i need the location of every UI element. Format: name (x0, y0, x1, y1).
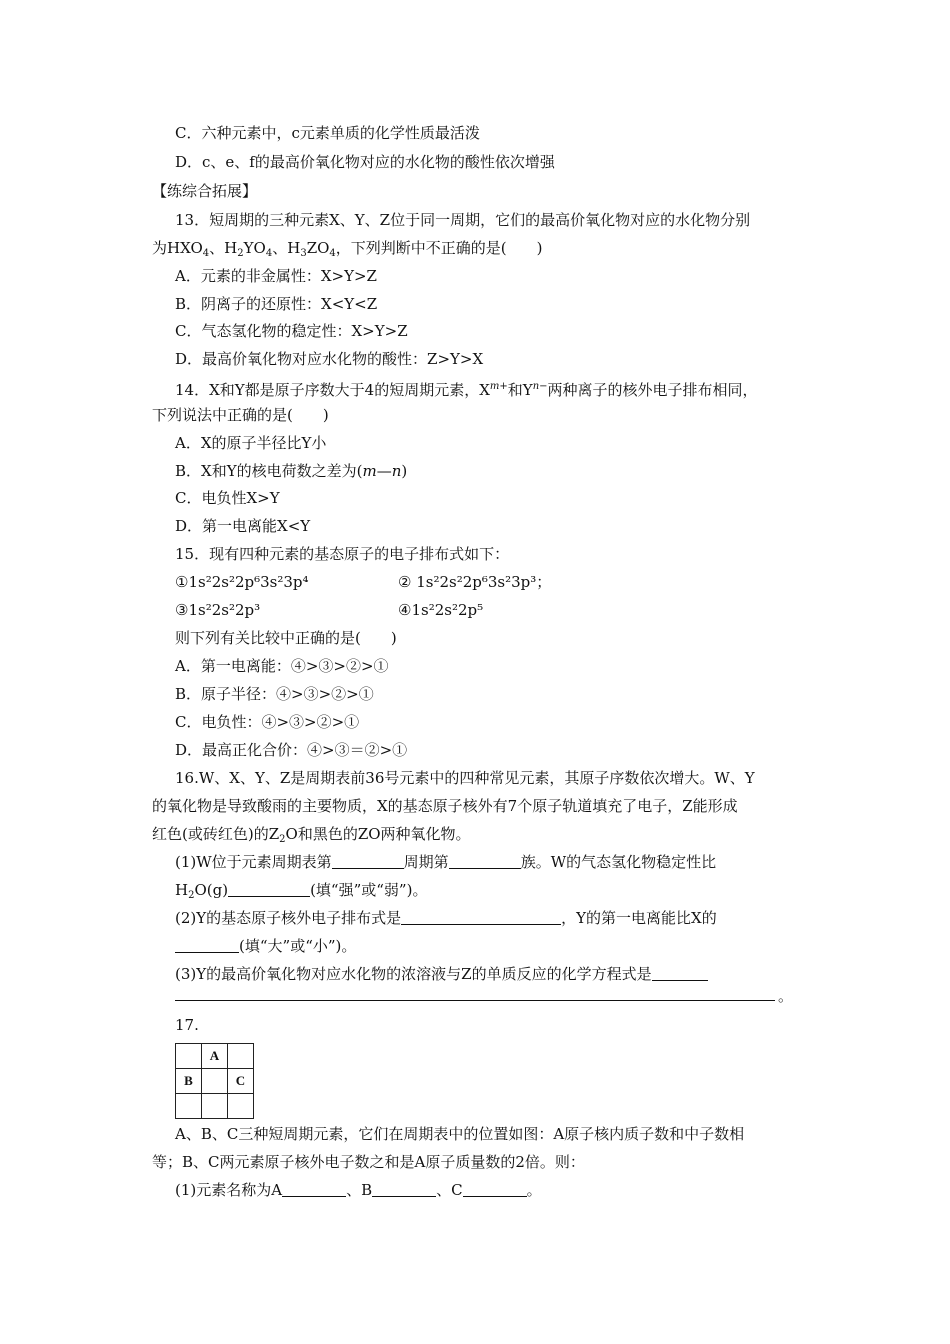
q15-stem: 15．现有四种元素的基态原子的电子排布式如下： (175, 545, 510, 563)
q16-stem-line1: 16.W、X、Y、Z是周期表前36号元素中的四种常见元素，其原子序数依次增大。W、Y (175, 769, 755, 787)
q14-option-b (175, 460, 407, 482)
q17-stem-line1: A、B、C三种短周期元素，它们在周期表中的位置如图：A原子核内质子数和中子数相 (175, 1125, 745, 1143)
subscript: 2 (237, 248, 244, 259)
q15-config-3: ③1s²2s²2p³ (175, 601, 261, 619)
variable-m: m (362, 462, 377, 480)
q15-config-2: ② 1s²2s²2p⁶3s²3p³； (398, 573, 552, 591)
answer-blank[interactable] (282, 1182, 346, 1197)
q16-part3-text: (3)Y的最高价氧化物对应水化物的浓溶液与Z的单质反应的化学方程式是 (175, 965, 652, 983)
subscript: 4 (202, 248, 210, 259)
superscript: m+ (489, 381, 508, 392)
q16-part1-text: (填“强”或“弱”)。 (310, 881, 428, 899)
grid-cell (202, 1069, 228, 1094)
q16-part3-end: 。 (778, 987, 794, 1005)
variable-n: n (391, 462, 402, 480)
grid-cell (228, 1094, 254, 1119)
q13-stem-text: ，下列判断中不正确的是( ) (335, 239, 543, 257)
answer-blank[interactable] (332, 854, 404, 869)
q15-option-a: A．第一电离能：④>③>②>① (175, 657, 389, 675)
q16-part1-text: 族。W的气态氢化物稳定性比 (520, 853, 717, 871)
q15-option-c: C．电负性：④>③>②>① (175, 713, 360, 731)
q16-part1-text: (1)W位于元素周期表第 (175, 853, 332, 871)
q13-stem-text: 、H (272, 239, 301, 257)
q16-part2-text: (2)Y的基态原子核外电子排布式是 (175, 909, 402, 927)
q14-stem-line1 (175, 376, 758, 401)
answer-line[interactable] (175, 1000, 775, 1001)
q16-part2-line1 (175, 907, 717, 929)
q17-stem-line2: 等；B、C两元素原子核外电子数之和是A原子质量数的2倍。则： (152, 1153, 585, 1171)
subscript: 4 (265, 248, 273, 259)
subscript: 4 (329, 248, 336, 259)
subscript: 3 (300, 248, 307, 259)
superscript: n− (532, 381, 548, 392)
grid-cell: A (202, 1044, 228, 1069)
q13-option-b: B．阴离子的还原性：X<Y<Z (175, 295, 378, 313)
q16-part1-line1 (175, 851, 716, 873)
q15-option-b: B．原子半径：④>③>②>① (175, 685, 374, 703)
q16-part2-line2 (175, 935, 356, 957)
q14-stem-text: 和Y (507, 381, 533, 399)
minus-sign: — (376, 462, 392, 480)
q13-stem-line2 (152, 237, 543, 265)
q17-part1-text: 、C (436, 1181, 463, 1199)
grid-cell: B (176, 1069, 202, 1094)
q13-option-d: D．最高价氧化物对应水化物的酸性：Z>Y>X (175, 350, 484, 368)
q14-stem-text: 14．X和Y都是原子序数大于4的短周期元素，X (175, 381, 490, 399)
q17-part1-text: 。 (526, 1181, 542, 1199)
q16-part1-text: H (175, 881, 189, 899)
answer-blank[interactable] (449, 854, 521, 869)
grid-cell: C (228, 1069, 254, 1094)
answer-blank[interactable] (228, 882, 310, 897)
q14-option-b-text: B．X和Y的核电荷数之差为( (175, 462, 363, 480)
q16-part1-text: 周期第 (403, 853, 449, 871)
q12-option-c: C．六种元素中，c元素单质的化学性质最活泼 (175, 124, 480, 142)
q13-stem-text: ZO (306, 239, 330, 257)
q15-ask: 则下列有关比较中正确的是( ) (175, 629, 397, 647)
q13-option-c: C．气态氢化物的稳定性：X>Y>Z (175, 322, 408, 340)
q16-part2-text: (填“大”或“小”)。 (239, 937, 357, 955)
grid-cell (202, 1094, 228, 1119)
q13-stem-text: YO (243, 239, 266, 257)
q16-stem-line2: 的氧化物是导致酸雨的主要物质，X的基态原子核外有7个原子轨道填充了电子，Z能形成 (152, 797, 738, 815)
answer-blank[interactable] (401, 910, 561, 925)
q15-option-d: D．最高正化合价：④>③＝②>① (175, 741, 408, 759)
answer-blank[interactable] (652, 966, 708, 981)
grid-cell (176, 1044, 202, 1069)
q13-stem-text: 、H (209, 239, 238, 257)
q15-config-4: ④1s²2s²2p⁵ (398, 601, 484, 619)
q14-option-d: D．第一电离能X<Y (175, 517, 311, 535)
q14-stem-line2: 下列说法中正确的是( ) (152, 406, 329, 424)
q13-option-a: A．元素的非金属性：X>Y>Z (175, 267, 377, 285)
grid-cell (176, 1094, 202, 1119)
periodic-table-grid (175, 1043, 254, 1119)
q14-stem-text: 两种离子的核外电子排布相同， (547, 381, 758, 399)
q13-stem-line1: 13．短周期的三种元素X、Y、Z位于同一周期，它们的最高价氧化物对应的水化物分别 (175, 211, 751, 229)
q16-stem-line3 (152, 823, 471, 851)
q14-option-c: C．电负性X>Y (175, 489, 280, 507)
q17-part1 (175, 1179, 542, 1201)
q16-part1-line2 (175, 879, 427, 907)
q12-option-d: D．c、e、f的最高价氧化物对应的水化物的酸性依次增强 (175, 153, 555, 171)
subscript: 2 (188, 890, 195, 901)
answer-blank[interactable] (463, 1182, 527, 1197)
grid-cell (228, 1044, 254, 1069)
answer-blank[interactable] (175, 938, 239, 953)
q14-option-b-text: ) (401, 462, 408, 480)
q14-option-a: A．X的原子半径比Y小 (175, 434, 327, 452)
q16-stem-text: 红色(或砖红色)的Z (152, 825, 280, 843)
q17-part1-text: (1)元素名称为A (175, 1181, 283, 1199)
q16-part3-line1 (175, 963, 708, 985)
q17-part1-text: 、B (346, 1181, 373, 1199)
q15-config-1: ①1s²2s²2p⁶3s²3p⁴ (175, 573, 309, 591)
q16-part2-text: ，Y的第一电离能比X的 (561, 909, 717, 927)
q16-part1-text: O(g) (194, 881, 229, 899)
q13-stem-text: 为HXO (152, 239, 203, 257)
section-title: 【练综合拓展】 (152, 182, 258, 200)
q17-number: 17. (175, 1016, 199, 1034)
answer-blank[interactable] (372, 1182, 436, 1197)
q16-stem-text: O和黑色的ZO两种氧化物。 (285, 825, 471, 843)
subscript: 2 (279, 834, 286, 845)
